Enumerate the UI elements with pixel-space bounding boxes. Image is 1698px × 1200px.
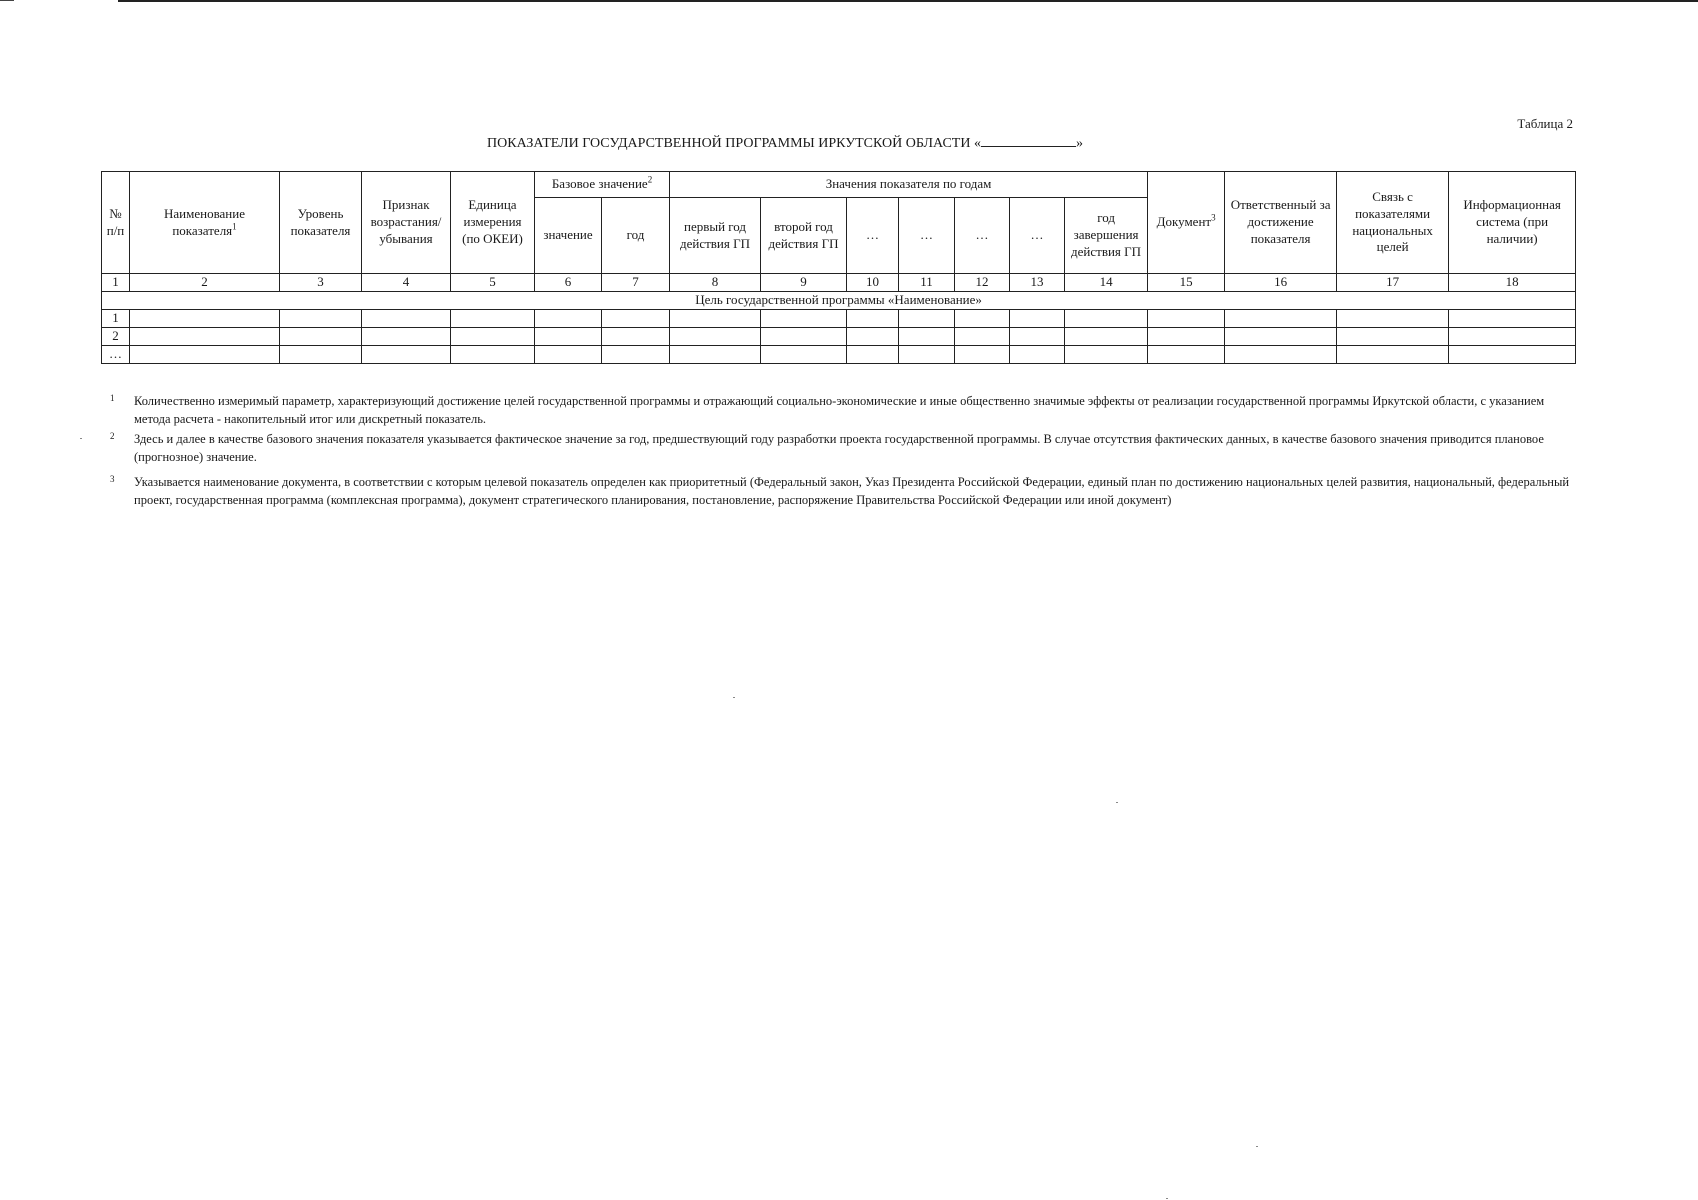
column-number: 2 xyxy=(130,274,280,292)
col-header-first-year: первый год действия ГП xyxy=(670,198,761,274)
table-cell xyxy=(1010,345,1065,363)
column-number: 11 xyxy=(899,274,955,292)
table-cell xyxy=(847,345,899,363)
footnote-text: Количественно измеримый параметр, характеризующий достижение целей государственной программы и отражающий социально-экономические и иные общественно значимые эффекты от реализации государственной программы Иркутской области, с указанием метода расчета - накопительный итог или дискретный показатель. xyxy=(134,394,1545,427)
column-number: 16 xyxy=(1225,274,1337,292)
column-number: 4 xyxy=(362,274,451,292)
table-cell xyxy=(130,345,280,363)
footnote-ref-3: 3 xyxy=(1211,212,1216,223)
table-cell xyxy=(847,327,899,345)
table-cell xyxy=(130,309,280,327)
column-number: 14 xyxy=(1065,274,1148,292)
col-header-link: Связь с показателями национальных целей xyxy=(1337,172,1449,274)
table-cell xyxy=(670,345,761,363)
top-border-line xyxy=(118,0,1698,2)
table-row xyxy=(102,327,1576,345)
col-header-ellipsis: … xyxy=(955,198,1010,274)
scan-speck xyxy=(80,438,82,439)
scan-speck xyxy=(1116,802,1118,803)
table-cell xyxy=(602,327,670,345)
col-header-values-by-year: Значения показателя по годам xyxy=(670,172,1148,198)
column-number: 1 xyxy=(102,274,130,292)
table-cell xyxy=(670,309,761,327)
scan-speck xyxy=(733,697,735,698)
col-header-ellipsis: … xyxy=(847,198,899,274)
footnote-text: Здесь и далее в качестве базового значения показателя указывается фактическое значение за год, предшествующий году разработки проекта государственной программы. В случае отсутствия фактических данных, в качестве базового значения приводится плановое (прогнозное) значение. xyxy=(134,432,1544,465)
scan-speck xyxy=(1166,1198,1168,1199)
table-cell xyxy=(362,327,451,345)
table-cell xyxy=(451,327,535,345)
footnote-ref-2: 2 xyxy=(647,174,653,185)
table-cell xyxy=(955,345,1010,363)
col-header-end-year: год завершения действия ГП xyxy=(1065,198,1148,274)
table-cell xyxy=(1148,309,1225,327)
table-cell xyxy=(130,327,280,345)
table-cell xyxy=(899,327,955,345)
col-header-num: № п/п xyxy=(102,172,130,274)
column-number: 15 xyxy=(1148,274,1225,292)
corner-mark xyxy=(0,0,14,1)
table-cell xyxy=(1449,309,1576,327)
title-blank-line xyxy=(981,134,1076,147)
indicators-table xyxy=(101,171,1576,364)
footnotes xyxy=(110,392,1570,511)
table-cell xyxy=(451,345,535,363)
column-number: 10 xyxy=(847,274,899,292)
table-cell xyxy=(955,309,1010,327)
column-number: 5 xyxy=(451,274,535,292)
table-cell xyxy=(1337,345,1449,363)
footnote-mark: 3 xyxy=(110,473,115,484)
col-header-level: Уровень показателя xyxy=(280,172,362,274)
col-header-name: Наименование показателя$^1$ xyxy=(130,172,280,274)
scan-speck xyxy=(1256,1146,1258,1147)
column-number-row xyxy=(102,274,1576,292)
column-number: 18 xyxy=(1449,274,1576,292)
goal-row-label: Цель государственной программы «Наименование» xyxy=(102,291,1576,309)
col-header-second-year: второй год действия ГП xyxy=(761,198,847,274)
table-cell xyxy=(1449,327,1576,345)
table-cell xyxy=(761,327,847,345)
column-number: 9 xyxy=(761,274,847,292)
table-cell xyxy=(1065,345,1148,363)
col-header-base-year: год xyxy=(602,198,670,274)
table-cell xyxy=(1010,309,1065,327)
table-cell xyxy=(1148,327,1225,345)
table-cell xyxy=(761,345,847,363)
table-caption: Таблица 2 xyxy=(1517,116,1573,131)
table-cell xyxy=(1337,327,1449,345)
goal-row xyxy=(102,291,1576,309)
col-header-sign: Признак возрастания/ убывания xyxy=(362,172,451,274)
col-header-info-system: Информационная система (при наличии) xyxy=(1449,172,1576,274)
table-cell xyxy=(1065,327,1148,345)
table-cell xyxy=(535,309,602,327)
footnote-ref-1: 1 xyxy=(232,221,237,232)
table-cell xyxy=(280,327,362,345)
header-row-top xyxy=(102,172,1576,198)
title-text: ПОКАЗАТЕЛИ ГОСУДАРСТВЕННОЙ ПРОГРАММЫ ИРКУТСКОЙ ОБЛАСТИ « xyxy=(487,136,981,151)
footnote-1 xyxy=(110,392,1570,428)
table-cell xyxy=(761,309,847,327)
col-header-document: Документ$^3$ xyxy=(1148,172,1225,274)
col-header-unit: Единица измерения (по ОКЕИ) xyxy=(451,172,535,274)
table-cell xyxy=(955,327,1010,345)
title-close-quote: » xyxy=(1075,136,1083,151)
column-number: 17 xyxy=(1337,274,1449,292)
column-number: 12 xyxy=(955,274,1010,292)
table-cell xyxy=(1225,345,1337,363)
table-cell xyxy=(362,345,451,363)
footnote-3 xyxy=(110,473,1570,509)
column-number: 3 xyxy=(280,274,362,292)
column-number: 6 xyxy=(535,274,602,292)
table-cell xyxy=(1225,327,1337,345)
table-cell xyxy=(1148,345,1225,363)
table-cell xyxy=(670,327,761,345)
col-header-ellipsis: … xyxy=(899,198,955,274)
footnote-mark: 1 xyxy=(110,393,115,403)
col-header-base-value: значение xyxy=(535,198,602,274)
table-cell xyxy=(899,345,955,363)
col-header-ellipsis: … xyxy=(1010,198,1065,274)
table-cell xyxy=(535,345,602,363)
table-cell xyxy=(847,309,899,327)
table-cell xyxy=(280,309,362,327)
footnote-mark: 2 xyxy=(110,431,115,442)
table-cell xyxy=(1010,327,1065,345)
column-number: 13 xyxy=(1010,274,1065,292)
table-cell xyxy=(1337,309,1449,327)
table-cell xyxy=(451,309,535,327)
table-row xyxy=(102,345,1576,363)
table-cell xyxy=(602,309,670,327)
row-number: … xyxy=(102,345,130,363)
document-title xyxy=(0,134,1570,152)
table-cell xyxy=(1065,309,1148,327)
table-cell xyxy=(1449,345,1576,363)
footnote-2 xyxy=(110,430,1570,466)
col-header-responsible: Ответственный за достижение показателя xyxy=(1225,172,1337,274)
row-number: 1 xyxy=(102,309,130,327)
column-number: 7 xyxy=(602,274,670,292)
column-number: 8 xyxy=(670,274,761,292)
table-cell xyxy=(280,345,362,363)
table-cell xyxy=(899,309,955,327)
table-cell xyxy=(602,345,670,363)
table-row xyxy=(102,309,1576,327)
table-cell xyxy=(362,309,451,327)
table-cell xyxy=(535,327,602,345)
row-number: 2 xyxy=(102,327,130,345)
col-header-base: Базовое значение$^2$ xyxy=(535,172,670,198)
table-cell xyxy=(1225,309,1337,327)
footnote-text: Указывается наименование документа, в соответствии с которым целевой показатель определен как приоритетный (Федеральный закон, Указ Президента Российской Федерации, единый план по достижению национальных целей развития, национальный, федеральный проект, государственная программа (комплексная программа), документ стратегического планирования, постановление, распоряжение Правительства Российской Федерации или иной документ) xyxy=(134,474,1570,507)
